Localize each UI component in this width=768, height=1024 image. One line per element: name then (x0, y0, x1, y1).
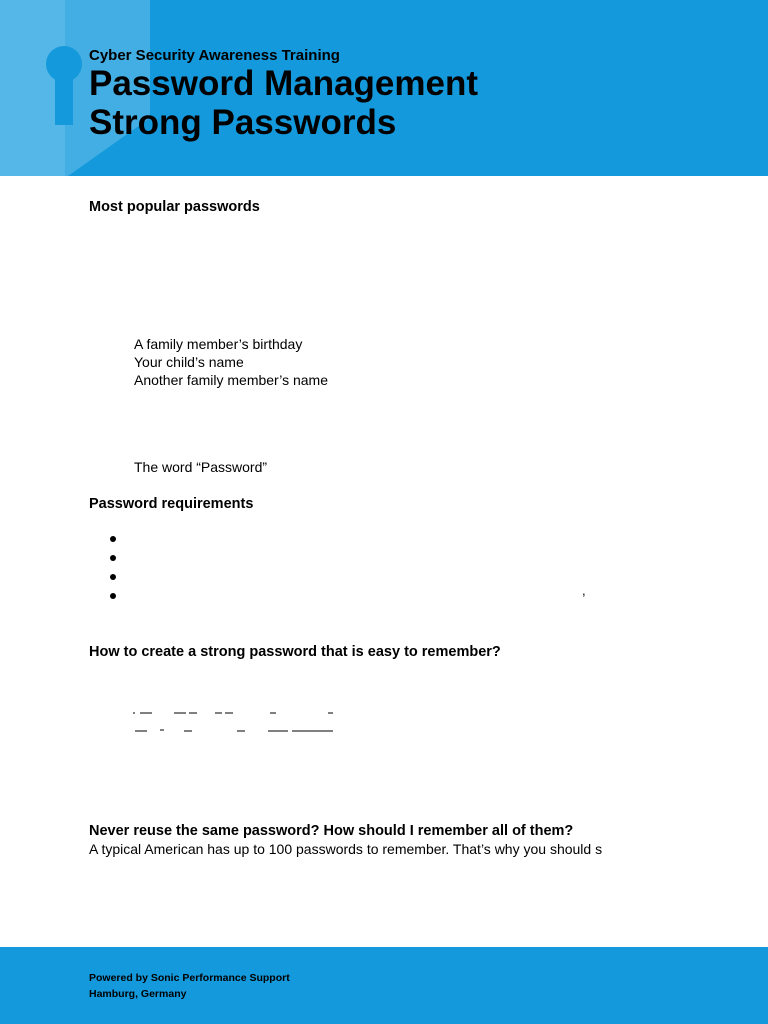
underline-fragments (130, 703, 350, 737)
list-item: A family member’s birthday (134, 336, 303, 352)
course-kicker: Cyber Security Awareness Training (89, 47, 340, 64)
list-item (110, 533, 510, 552)
page-title (89, 64, 478, 142)
bullet-icon (110, 536, 116, 542)
title-line-2: Strong Passwords (89, 103, 397, 142)
list-item (110, 552, 510, 571)
list-item: Your child’s name (134, 354, 244, 370)
list-item: Another family member’s name (134, 372, 329, 388)
title-line-1: Password Management (89, 64, 478, 103)
stray-comma: , (582, 583, 586, 598)
heading-password-requirements: Password requirements (89, 496, 254, 512)
footer-location: Hamburg, Germany (89, 988, 187, 1000)
list-item-password-word: The word “Password” (134, 459, 268, 475)
list-item (110, 571, 510, 590)
list-item (110, 590, 510, 609)
reuse-body-text: A typical American has up to 100 passwords to remember. That’s why you should s (89, 841, 603, 857)
footer-banner (0, 947, 768, 1024)
bullet-icon (110, 555, 116, 561)
requirements-list (110, 533, 510, 609)
popular-list-group (134, 335, 328, 389)
footer-powered-by: Powered by Sonic Performance Support (89, 972, 290, 984)
bullet-icon (110, 593, 116, 599)
heading-popular-passwords: Most popular passwords (89, 199, 260, 215)
heading-never-reuse: Never reuse the same password? How should I remember all of them? (89, 823, 574, 839)
heading-create-strong-password: How to create a strong password that is easy to remember? (89, 644, 501, 660)
header-banner (0, 0, 768, 176)
bullet-icon (110, 574, 116, 580)
